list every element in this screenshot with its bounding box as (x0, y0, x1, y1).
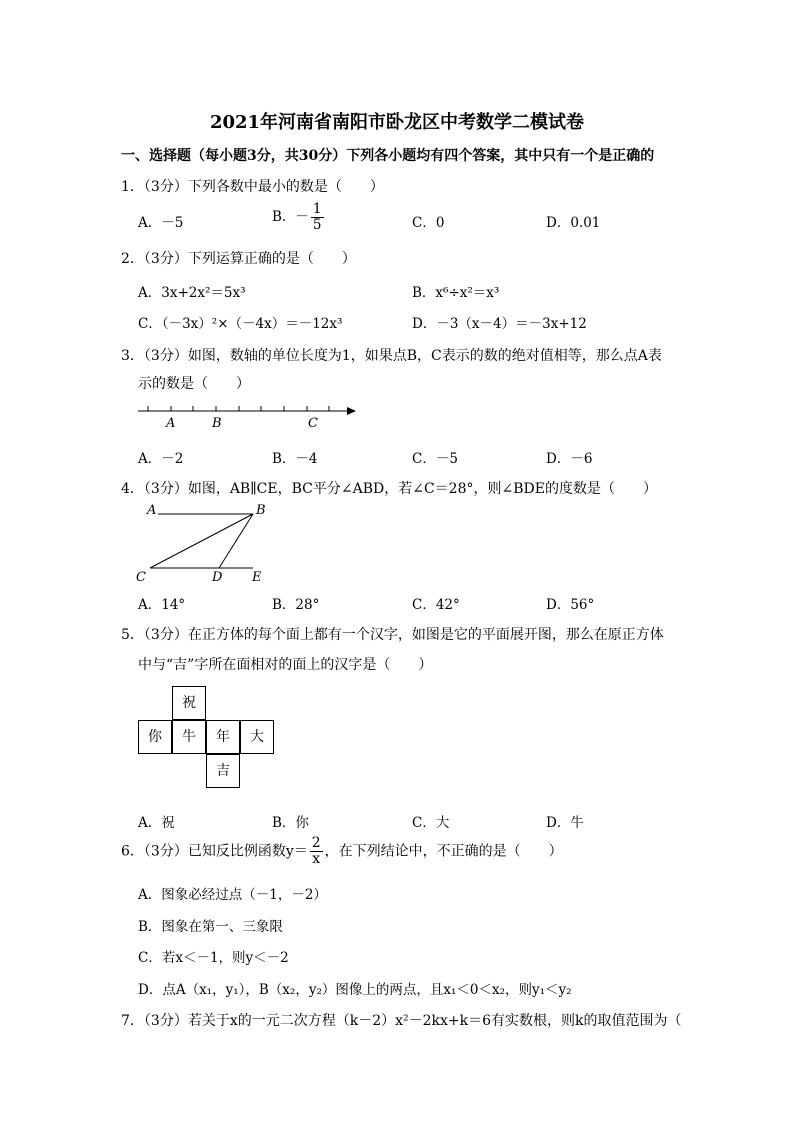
page-title: 2021年河南省南阳市卧龙区中考数学二模试卷 (209, 112, 585, 133)
number-line-label-c: C (308, 416, 318, 431)
net-cell-3: 年 (206, 720, 240, 754)
q6-function-numerator: 2 (311, 835, 321, 851)
q6-stem-prefix: 6．（3分）已知反比例函数 (121, 843, 286, 860)
q1-option-b-fraction (311, 202, 324, 233)
q4-option-c: C．42° (412, 597, 460, 613)
q2-option-d: D．－3（x－4）＝－3x+12 (412, 316, 587, 332)
section-heading: 一、选择题（每小题3分，共30分）下列各小题均有四个答案，其中只有一个是正确的 (121, 148, 655, 164)
q4-stem: 4．（3分）如图，AB∥CE，BC平分∠ABD，若∠C＝28°，则∠BDE的度数是（ ） (121, 481, 657, 497)
q2-stem: 2．（3分）下列运算正确的是（ ） (121, 251, 356, 267)
net-cell-1: 你 (138, 720, 172, 754)
q1-option-b (272, 202, 326, 233)
segment-bd (219, 514, 253, 568)
segment-bc (150, 514, 253, 568)
q6-option-b: B．图象在第一、三象限 (138, 919, 283, 935)
q2-option-b: B．x⁶÷x²＝x³ (412, 285, 500, 301)
q4-option-d: D．56° (546, 597, 595, 613)
net-cell-2: 牛 (172, 720, 206, 754)
q6-function-denominator: x (312, 851, 321, 867)
q6-function-y: y＝ (285, 843, 308, 860)
q5-stem-line1: 5．（3分）在正方体的每个面上都有一个汉字，如图是它的平面展开图，那么在原正方体 (121, 627, 664, 643)
q1-option-b-numerator: 1 (312, 201, 322, 217)
q6-stem (121, 836, 563, 867)
q6-function-fraction (310, 836, 323, 867)
q4-option-b: B．28° (272, 597, 320, 613)
q3-option-a: A．－2 (138, 451, 184, 467)
point-label-b: B (256, 503, 266, 518)
q1-option-d: D．0.01 (546, 215, 601, 231)
point-label-e: E (252, 570, 262, 585)
number-line-ticks (148, 406, 329, 411)
q5-option-d: D．牛 (546, 815, 584, 831)
point-label-a: A (147, 503, 157, 518)
q3-option-b: B．－4 (272, 451, 318, 467)
q1-option-c: C．0 (412, 215, 445, 231)
q6-option-a: A．图象必经过点（－1，－2） (138, 887, 327, 903)
number-line-arrow (347, 407, 356, 415)
q1-stem: 1．（3分）下列各数中最小的数是（ ） (121, 179, 384, 195)
net-cell-top: 祝 (172, 686, 206, 720)
q4-option-a: A．14° (138, 597, 186, 613)
q3-stem-line2: 示的数是（ ） (138, 376, 250, 392)
q3-stem-line1: 3．（3分）如图，数轴的单位长度为1，如果点B，C表示的数的绝对值相等，那么点A表 (121, 348, 662, 364)
net-cell-bottom: 吉 (206, 754, 240, 788)
number-line-label-a: A (166, 416, 176, 431)
q7-stem: 7．（3分）若关于x的一元二次方程（k－2）x²－2kx+k＝6有实数根，则k的取值范围为（ (121, 1013, 682, 1029)
number-line-label-b: B (212, 416, 222, 431)
q5-option-b: B．你 (272, 815, 309, 831)
q5-stem-line2: 中与“吉”字所在面相对的面上的汉字是（ ） (138, 657, 433, 673)
net-cell-4: 大 (240, 720, 274, 754)
q1-option-b-prefix: B．－ (272, 209, 309, 225)
q6-option-c: C．若x＜－1，则y＜－2 (138, 950, 289, 966)
cube-net (138, 686, 278, 792)
q3-option-c: C．－5 (412, 451, 458, 467)
q5-option-a: A．祝 (138, 815, 175, 831)
q1-option-a: A．－5 (138, 215, 184, 231)
point-label-c: C (136, 570, 146, 585)
q5-option-c: C．大 (412, 815, 450, 831)
q2-option-a: A．3x+2x²＝5x³ (138, 285, 246, 301)
q3-option-d: D．－6 (546, 451, 593, 467)
q2-option-c: C．（－3x）²×（－4x）＝－12x³ (138, 316, 343, 332)
number-line-figure (136, 400, 366, 434)
q1-option-b-denominator: 5 (312, 217, 322, 233)
q6-option-d: D．点A（x₁，y₁），B（x₂，y₂）图像上的两点，且x₁＜0＜x₂，则y₁＜y₂ (138, 982, 572, 998)
q6-stem-suffix: ，在下列结论中，不正确的是（ ） (324, 843, 563, 860)
point-label-d: D (212, 570, 223, 585)
geometry-figure (134, 500, 274, 586)
